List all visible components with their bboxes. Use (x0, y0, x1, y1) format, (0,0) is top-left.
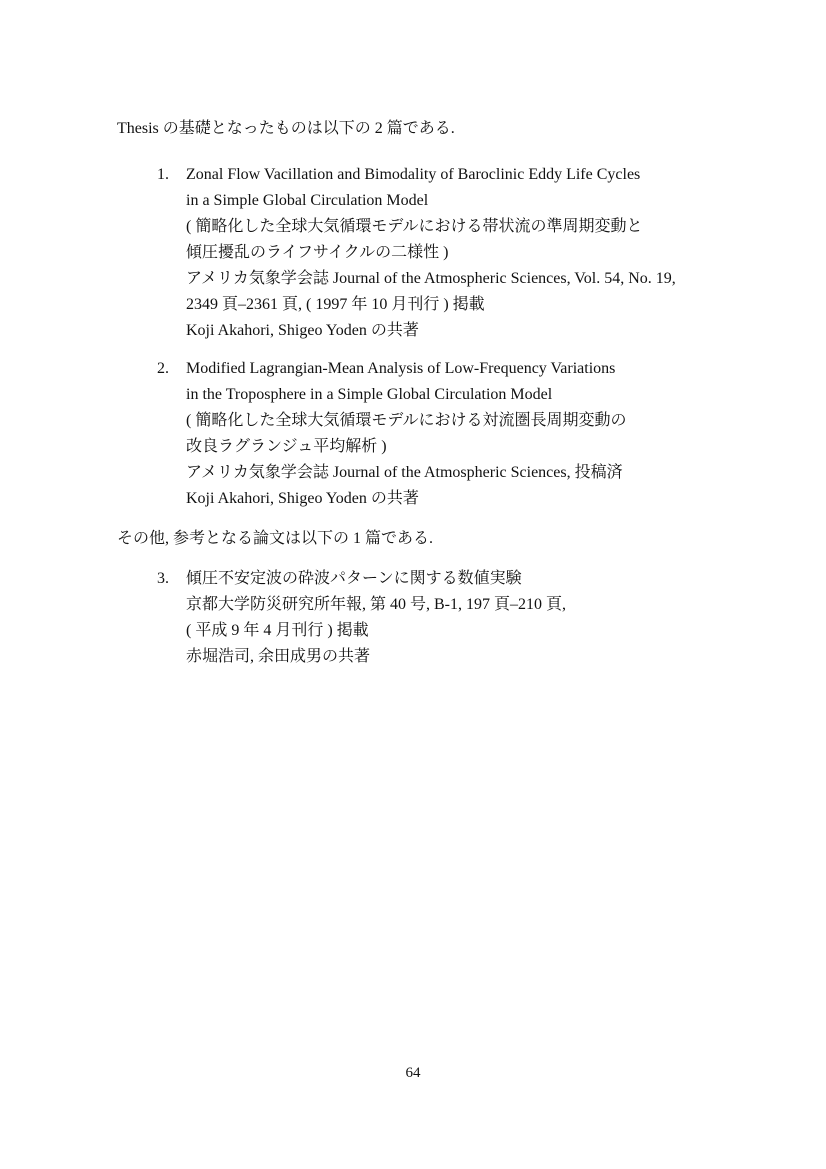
intro-paragraph-primary: Thesis の基礎となったものは以下の 2 篇である. (117, 120, 455, 137)
publication-body (186, 356, 766, 512)
publication-list (117, 162, 766, 512)
publication-pages-line: 2349 頁–2361 頁, ( 1997 年 10 月刊行 ) 掲載 (186, 296, 485, 313)
publication-item-1 (157, 162, 766, 344)
publication-journal-line: アメリカ気象学会誌 Journal of the Atmospheric Sciences, Vol. 54, No. 19, (186, 270, 676, 287)
publication-title-line: 傾圧不安定波の砕波パターンに関する数値実験 (186, 570, 522, 587)
publication-title-line: Zonal Flow Vacillation and Bimodality of Baroclinic Eddy Life Cycles (186, 166, 641, 183)
page-content (117, 116, 766, 670)
publication-authors-line: Koji Akahori, Shigeo Yoden の共著 (186, 322, 419, 339)
publication-authors-line: 赤堀浩司, 余田成男の共著 (186, 648, 371, 665)
publication-translation-line: 傾圧擾乱のライフサイクルの二様性 ) (186, 244, 449, 261)
publication-journal-line: アメリカ気象学会誌 Journal of the Atmospheric Sciences, 投稿済 (186, 464, 623, 481)
publication-pages-line: ( 平成 9 年 4 月刊行 ) 掲載 (186, 622, 369, 639)
publication-body (186, 162, 766, 344)
page-number: 64 (405, 1065, 421, 1081)
publication-translation-line: 改良ラグランジュ平均解析 ) (186, 438, 387, 455)
publication-number: 1. (157, 166, 169, 183)
publication-body (186, 566, 766, 670)
publication-translation-line: ( 簡略化した全球大気循環モデルにおける対流圏長周期変動の (186, 412, 627, 429)
publication-title-line: in the Troposphere in a Simple Global Circulation Model (186, 386, 553, 403)
publication-translation-line: ( 簡略化した全球大気循環モデルにおける帯状流の準周期変動と (186, 218, 643, 235)
publication-title-line: Modified Lagrangian-Mean Analysis of Low-Frequency Variations (186, 360, 616, 377)
publication-journal-line: 京都大学防災研究所年報, 第 40 号, B-1, 197 頁–210 頁, (186, 596, 567, 613)
intro-paragraph-secondary: その他, 参考となる論文は以下の 1 篇である. (117, 530, 434, 547)
publication-item-2 (157, 356, 766, 512)
publication-number: 3. (157, 570, 169, 587)
publication-authors-line: Koji Akahori, Shigeo Yoden の共著 (186, 490, 419, 507)
publication-title-line: in a Simple Global Circulation Model (186, 192, 429, 209)
publication-number: 2. (157, 360, 169, 377)
publication-item-3 (157, 566, 766, 670)
reference-list (117, 566, 766, 670)
